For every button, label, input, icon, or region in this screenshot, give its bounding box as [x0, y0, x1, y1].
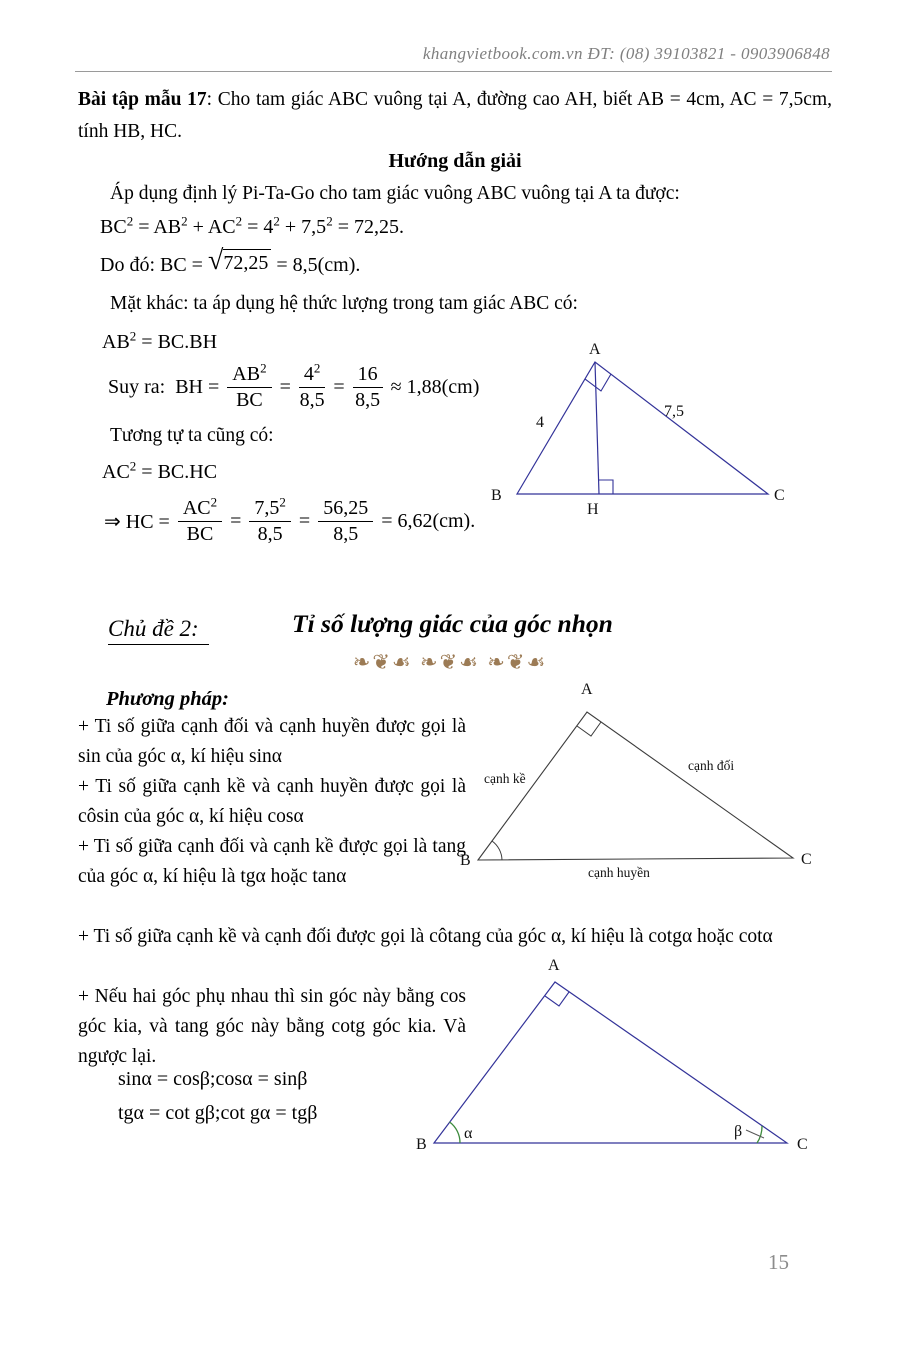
altitude-ah-line	[595, 362, 599, 494]
fraction: $\frac{16}{8,5}$	[353, 363, 383, 412]
fraction: $\frac{7,5^2}{8,5}$	[249, 497, 291, 546]
bullet-sin: + Ti số giữa cạnh đối và cạnh huyền được gọi là sin của góc α, kí hiệu sinα	[78, 716, 466, 767]
vertex-label-b: B	[416, 1136, 427, 1153]
right-angle-mark-h	[599, 480, 613, 494]
angle-label-beta: β	[734, 1123, 743, 1140]
vertex-label-a: A	[581, 681, 593, 698]
triangle-outline	[434, 982, 787, 1143]
bullet-cos: + Ti số giữa cạnh kề và cạnh huyền được gọi là côsin của góc α, kí hiệu cosα	[78, 776, 466, 827]
bh-fraction-equation: Suy ra: BH = $\frac{AB^2}{BC}$ = $\frac{4^2}{8,5}$ = $\frac{16}{8,5}$ ≈ 1,88(cm)	[108, 359, 480, 411]
topic-title: Tỉ số lượng giác của góc nhọn	[292, 609, 613, 638]
bc-sqrt-equation: Do đó: BC = √ 72,25 = 8,5(cm).	[100, 245, 361, 276]
ab-squared-equation: $AB^2 = BC.BH$	[102, 328, 218, 353]
vertex-label-a: A	[589, 341, 601, 358]
side-label-ke: cạnh kề	[484, 771, 526, 786]
pythagoras-equation: $BC^2 = AB^2 + AC^2 = 4^2 + 7,5^2 = 72,25$.	[100, 213, 404, 238]
side-ab-length: 4	[536, 414, 544, 431]
fraction: $\frac{AC^2}{BC}$	[178, 497, 222, 546]
topic-label: Chủ đề 2:	[108, 616, 209, 645]
solution-intro: Áp dụng định lý Pi-Ta-Go cho tam giác vuông ABC vuông tại A ta được:	[110, 183, 680, 204]
angle-label-alpha: α	[464, 1125, 473, 1142]
header-contact: khangvietbook.com.vn ĐT: (08) 39103821 - 0903906848	[422, 44, 830, 63]
vertex-label-a: A	[548, 957, 560, 974]
problem-label: Bài tập mẫu 17	[78, 89, 207, 110]
fraction: $\frac{4^2}{8,5}$	[299, 359, 325, 411]
side-label-huyen: cạnh huyền	[588, 865, 650, 880]
bullet-tan: + Ti số giữa cạnh đối và cạnh kề được gọi là tang của góc α, kí hiệu là tgα hoặc tanα	[78, 836, 466, 887]
solution-heading: Hướng dẫn giải	[388, 150, 522, 172]
fraction: $\frac{AB^2}{BC}$	[227, 363, 271, 412]
triangle-outline	[517, 362, 768, 494]
fraction: $\frac{56,25}{8,5}$	[318, 497, 373, 546]
vertex-label-c: C	[797, 1136, 808, 1153]
radical: √ 72,25	[208, 249, 271, 277]
mat-khac-line: Mặt khác: ta áp dụng hệ thức lượng trong tam giác ABC có:	[110, 293, 578, 314]
triangle-side-names-diagram	[440, 680, 860, 890]
identity-tg-cotg: tgα = cot gβ;cot gα = tgβ	[118, 1102, 318, 1124]
angle-arc-beta	[757, 1126, 762, 1143]
angle-arc-alpha	[450, 1122, 460, 1143]
identity-sin-cos: sinα = cosβ;cosα = sinβ	[118, 1068, 308, 1090]
right-angle-mark-a	[545, 992, 569, 1006]
hc-fraction-equation: ⇒ HC = $\frac{AC^2}{BC}$ = $\frac{7,5^2}{8,5}$ = $\frac{56,25}{8,5}$ = 6,62(cm).	[104, 493, 476, 545]
ornament-flourish: ❧❦☙ ❧❦☙ ❧❦☙	[352, 650, 548, 674]
vertex-label-c: C	[774, 487, 785, 504]
triangle-outline	[478, 712, 793, 860]
triangle-alpha-beta-diagram	[412, 956, 872, 1166]
page-number: 15	[768, 1250, 789, 1274]
bullet-cotan: + Ti số giữa cạnh kề và cạnh đối được gọi là côtang của góc α, kí hiệu là cotgα hoặc cotα	[78, 926, 773, 947]
right-angle-mark-a	[577, 722, 601, 736]
tuong-tu-line: Tương tự ta cũng có:	[110, 425, 274, 446]
angle-arc-b	[492, 841, 502, 860]
method-heading: Phương pháp:	[106, 688, 229, 710]
vertex-label-b: B	[491, 487, 502, 504]
right-angle-mark-a	[585, 374, 611, 391]
vertex-label-b: B	[460, 852, 471, 869]
side-ac-length: 7,5	[664, 403, 684, 420]
ac-squared-equation: $AC^2 = BC.HC$	[102, 458, 218, 483]
header-rule	[75, 71, 832, 72]
vertex-label-c: C	[801, 851, 812, 868]
foot-label-h: H	[587, 501, 599, 518]
side-label-doi: cạnh đối	[688, 758, 735, 773]
problem-text: : Cho tam giác ABC vuông tại A, đường cao AH, biết AB = 4cm, AC = 7,5cm, tính HB, HC.	[78, 89, 832, 142]
triangle-abc-altitude-diagram	[468, 330, 828, 522]
bullet-complementary: + Nếu hai góc phụ nhau thì sin góc này bằng cos góc kia, và tang góc này bằng cotg góc kia. Và ngược lại.	[78, 986, 466, 1067]
problem-statement	[78, 84, 832, 148]
